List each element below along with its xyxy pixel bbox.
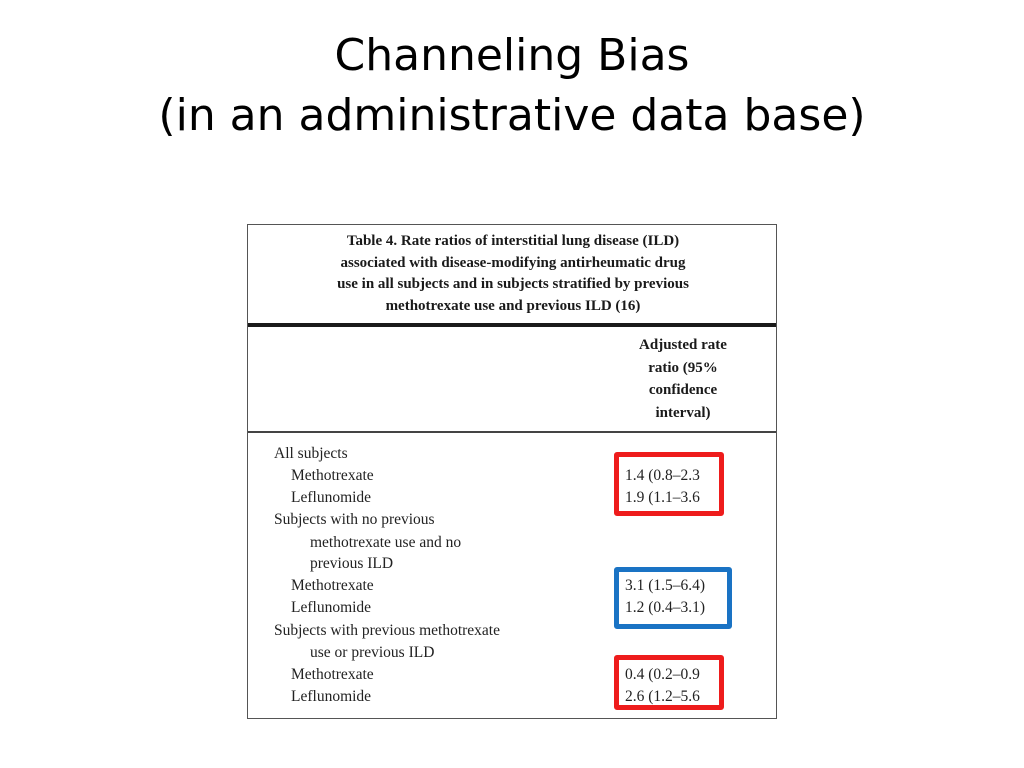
- group-label-no-previous-cont: previous ILD: [310, 555, 394, 572]
- row-label-methotrexate: Methotrexate: [291, 467, 374, 484]
- column-header-line: Adjusted rate: [639, 337, 727, 353]
- row-value-rate-ratio: 1.2 (0.4–3.1): [625, 599, 706, 616]
- table-caption: [248, 231, 778, 317]
- table-caption-line: Table 4. Rate ratios of interstitial lung disease (ILD): [346, 233, 680, 249]
- row-value-rate-ratio: 1.9 (1.1–3.6: [625, 489, 700, 506]
- highlight-box-blue: [614, 567, 732, 629]
- row-value-rate-ratio: 3.1 (1.5–6.4): [625, 577, 706, 594]
- table-caption-line: use in all subjects and in subjects stratified by previous: [337, 276, 689, 292]
- table-caption-line: associated with disease-modifying antirheumatic drug: [340, 254, 686, 271]
- highlight-box-red: [614, 452, 724, 516]
- row-label-methotrexate: Methotrexate: [291, 577, 374, 594]
- table-caption-line: methotrexate use and previous ILD (16): [385, 297, 641, 314]
- table-top-rule: [248, 323, 776, 327]
- column-header-line: ratio (95%: [648, 359, 718, 376]
- column-header-line: confidence: [648, 382, 718, 398]
- table-figure: [247, 224, 777, 719]
- column-header-rate-ratio: [608, 334, 758, 424]
- group-label-no-previous-cont: methotrexate use and no: [310, 534, 462, 551]
- slide-title-line-2: (in an administrative data base): [158, 90, 866, 141]
- group-label-no-previous: Subjects with no previous: [274, 511, 435, 528]
- row-label-leflunomide: Leflunomide: [291, 599, 372, 616]
- row-value-rate-ratio: 1.4 (0.8–2.3: [625, 467, 700, 484]
- column-header-line: interval): [655, 404, 711, 421]
- row-label-leflunomide: Leflunomide: [291, 489, 372, 506]
- row-value-rate-ratio: 2.6 (1.2–5.6: [625, 688, 700, 705]
- slide-title-line-1: Channeling Bias: [334, 30, 690, 81]
- table-header-rule: [248, 431, 776, 433]
- highlight-box-red: [614, 655, 724, 710]
- row-label-methotrexate: Methotrexate: [291, 666, 374, 683]
- row-label-leflunomide: Leflunomide: [291, 688, 372, 705]
- slide-title: [0, 26, 1024, 146]
- group-label-all-subjects: All subjects: [274, 445, 348, 462]
- group-label-previous-cont: use or previous ILD: [310, 644, 435, 661]
- group-label-previous: Subjects with previous methotrexate: [274, 622, 500, 639]
- row-value-rate-ratio: 0.4 (0.2–0.9: [625, 666, 700, 683]
